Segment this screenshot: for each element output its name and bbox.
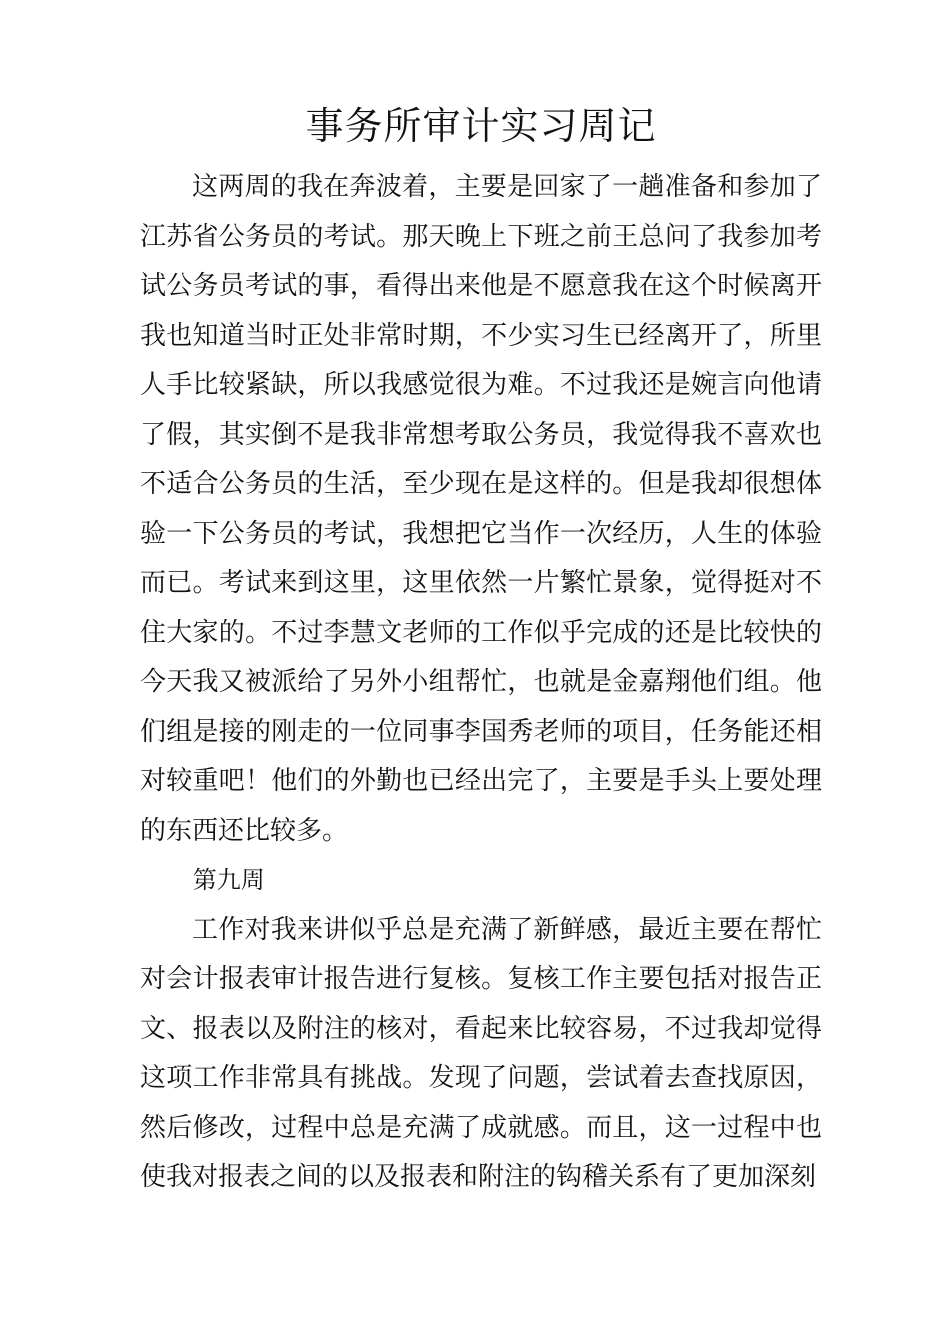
- document-title: 事务所审计实习周记: [305, 104, 657, 148]
- body-paragraph-1: 这两周的我在奔波着，主要是回家了一趟准备和参加了江苏省公务员的考试。那天晚上下班之前王总问了我参加考试公务员考试的事，看得出来他是不愿意我在这个时候离开我也知道当时正处非常时期，不少实习生已经离开了，所里人手比较紧缺，所以我感觉很为难。不过我还是婉言向他请了假，其实倒不是我非常想考取公务员，我觉得我不喜欢也不适合公务员的生活，至少现在是这样的。但是我却很想体验一下公务员的考试，我想把它当作一次经历，人生的体验而已。考试来到这里，这里依然一片繁忙景象，觉得挺对不住大家的。不过李慧文老师的工作似乎完成的还是比较快的今天我又被派给了另外小组帮忙，也就是金嘉翔他们组。他们组是接的刚走的一位同事李国秀老师的项目，任务能还相对较重吧！他们的外勤也已经出完了，主要是手头上要处理的东西还比较多。: [140, 172, 822, 846]
- body-paragraph-2: 工作对我来讲似乎总是充满了新鲜感，最近主要在帮忙对会计报表审计报告进行复核。复核工作主要包括对报告正文、报表以及附注的核对，看起来比较容易，不过我却觉得这项工作非常具有挑战。发现了问题，尝试着去查找原因，然后修改，过程中总是充满了成就感。而且，这一过程中也使我对报表之间的以及报表和附注的钩稽关系有了更加深刻: [140, 914, 822, 1192]
- document-page: [140, 95, 822, 1203]
- section-heading-week-9: 第九周: [192, 866, 265, 894]
